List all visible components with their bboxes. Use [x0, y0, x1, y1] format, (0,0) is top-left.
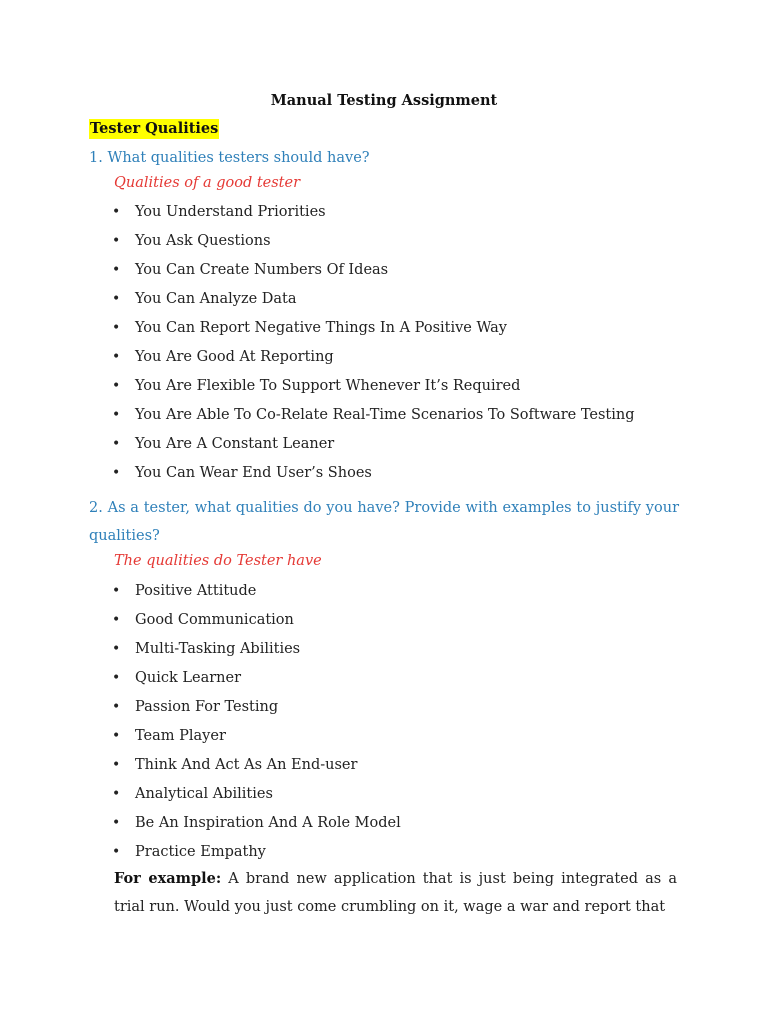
bullet-icon: • — [112, 786, 121, 802]
bullet-icon: • — [112, 641, 121, 657]
list-item-text: Quick Learner — [135, 670, 242, 686]
list-item — [112, 664, 401, 693]
list-item-text: Practice Empathy — [135, 844, 266, 860]
bullet-icon: • — [112, 378, 121, 394]
list-item — [112, 751, 401, 780]
list-item-text: Think And Act As An End-user — [135, 757, 358, 773]
question-2: 2. As a tester, what qualities do you have? Provide with examples to justify your qualities? — [89, 500, 679, 544]
list-item-text: You Are Good At Reporting — [135, 349, 334, 365]
list-item-text: Team Player — [135, 728, 226, 744]
list-item — [112, 198, 635, 227]
bullet-icon: • — [112, 465, 121, 481]
bullet-icon: • — [112, 815, 121, 831]
bullet-icon: • — [112, 349, 121, 365]
bullet-icon: • — [112, 233, 121, 249]
list-item — [112, 285, 635, 314]
bullet-icon: • — [112, 583, 121, 599]
question-2-subheading: The qualities do Tester have — [114, 553, 322, 569]
list-item — [112, 372, 635, 401]
example-text: A brand new application that is just being integrated as a trial run. Would you just come crumbling on it, wage a war and report that — [114, 871, 677, 915]
bullet-icon: • — [112, 670, 121, 686]
list-item-text: You Are Able To Co-Relate Real-Time Scenarios To Software Testing — [135, 407, 635, 423]
list-item — [112, 459, 635, 488]
list-item-text: You Understand Priorities — [135, 204, 326, 220]
bullet-icon: • — [112, 844, 121, 860]
list-item-text: Good Communication — [135, 612, 294, 628]
list-item — [112, 606, 401, 635]
bullet-icon: • — [112, 728, 121, 744]
bullet-icon: • — [112, 320, 121, 336]
list-item — [112, 577, 401, 606]
list-item-text: You Can Analyze Data — [135, 291, 297, 307]
list-item-text: Be An Inspiration And A Role Model — [135, 815, 401, 831]
list-item — [112, 343, 635, 372]
list-item-text: You Can Report Negative Things In A Positive Way — [135, 320, 507, 336]
list-item-text: You Can Create Numbers Of Ideas — [135, 262, 389, 278]
list-item — [112, 838, 401, 867]
list-item-text: Positive Attitude — [135, 583, 257, 599]
section-heading: Tester Qualities — [90, 120, 219, 137]
bullet-icon: • — [112, 291, 121, 307]
list-item-text: You Ask Questions — [135, 233, 271, 249]
example-label: For example: — [114, 870, 222, 887]
bullet-icon: • — [112, 757, 121, 773]
bullet-icon: • — [112, 699, 121, 715]
list-item — [112, 693, 401, 722]
document-title: Manual Testing Assignment — [270, 92, 498, 109]
list-item — [112, 227, 635, 256]
bullet-icon: • — [112, 407, 121, 423]
question-2-list — [112, 577, 401, 867]
list-item-text: Multi-Tasking Abilities — [135, 641, 301, 657]
bullet-icon: • — [112, 262, 121, 278]
bullet-icon: • — [112, 204, 121, 220]
list-item — [112, 809, 401, 838]
question-1: 1. What qualities testers should have? — [89, 150, 370, 166]
list-item — [112, 401, 635, 430]
list-item-text: Passion For Testing — [135, 699, 279, 715]
list-item — [112, 635, 401, 664]
list-item — [112, 430, 635, 459]
list-item-text: You Are A Constant Leaner — [135, 436, 335, 452]
list-item-text: You Can Wear End User’s Shoes — [135, 465, 372, 481]
list-item — [112, 722, 401, 751]
bullet-icon: • — [112, 436, 121, 452]
list-item — [112, 780, 401, 809]
list-item-text: Analytical Abilities — [135, 786, 273, 802]
list-item — [112, 314, 635, 343]
list-item — [112, 256, 635, 285]
example-paragraph — [114, 865, 677, 921]
list-item-text: You Are Flexible To Support Whenever It’s Required — [135, 378, 521, 394]
bullet-icon: • — [112, 612, 121, 628]
question-1-subheading: Qualities of a good tester — [114, 175, 301, 191]
question-1-list — [112, 198, 635, 488]
